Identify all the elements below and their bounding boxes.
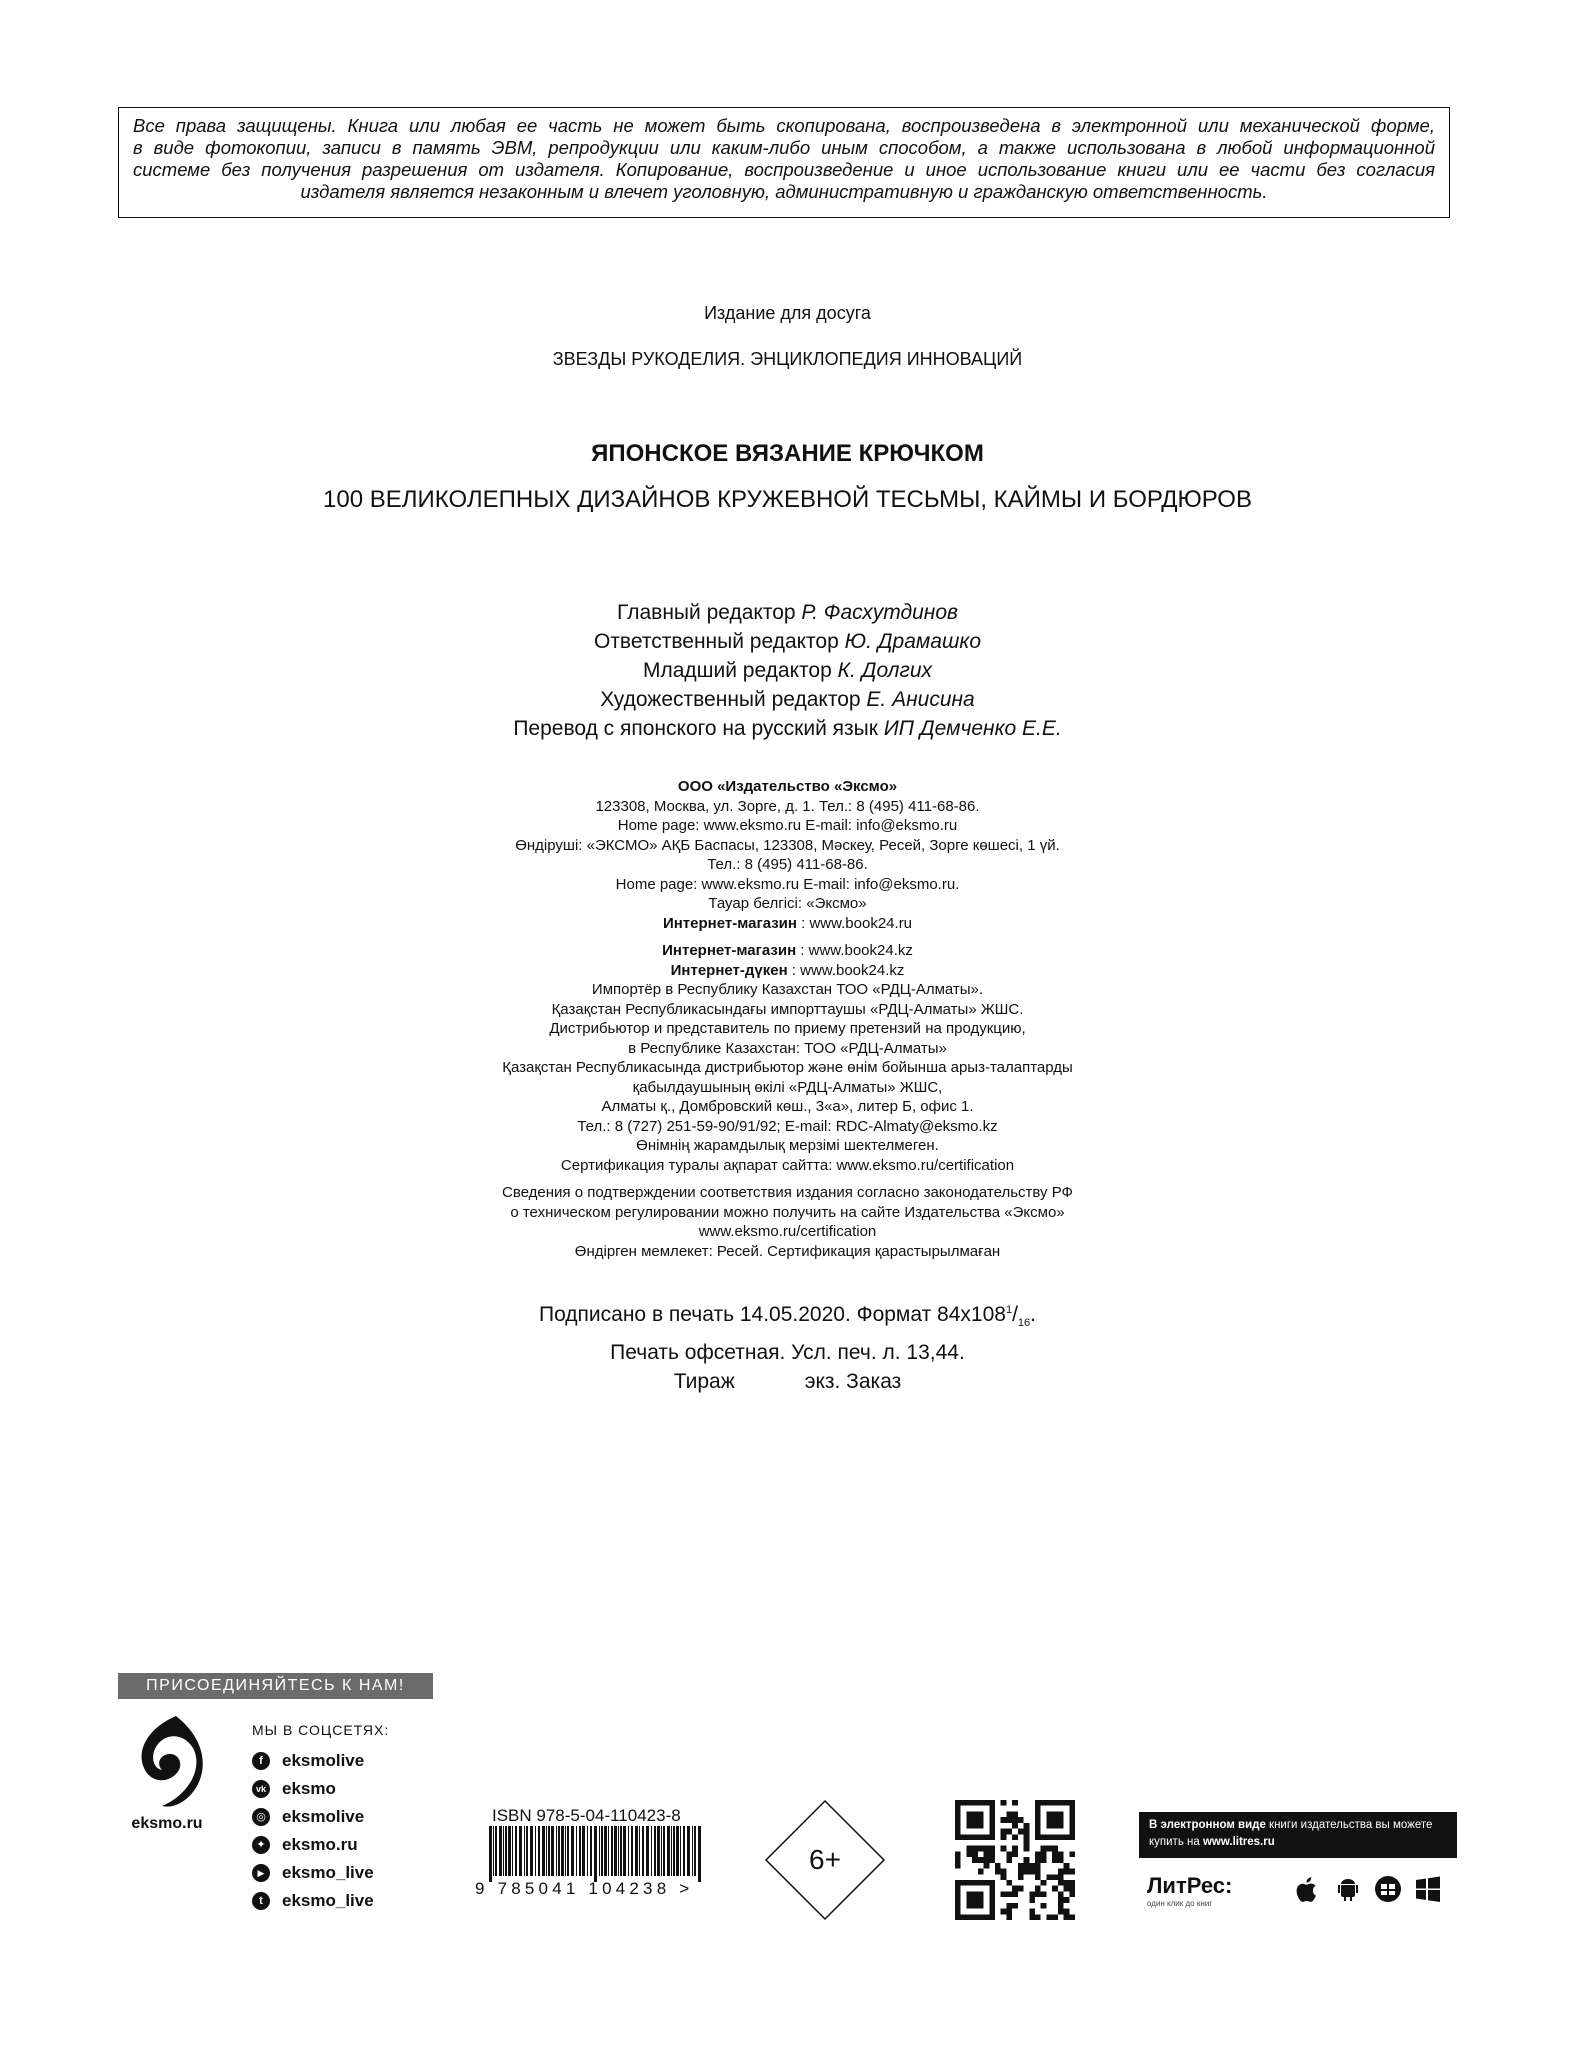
windows-icon xyxy=(1413,1874,1443,1904)
print-type-line: Печать офсетная. Усл. печ. л. 13,44. xyxy=(610,1341,965,1365)
credit-name: ИП Демченко Е.Е. xyxy=(883,717,1062,740)
imprint-line: Қазақстан Республикасындағы импорттаушы «РДЦ-Алматы» ЖШС. xyxy=(551,1000,1024,1018)
imprint-line: о техническом регулировании можно получить на сайте Издательства «Эксмо» xyxy=(510,1203,1065,1221)
online-shop-kz-kazakh: Интернет-дүкен : www.book24.kz xyxy=(670,961,905,979)
youtube-icon: ▶ xyxy=(252,1864,270,1882)
publisher-name: ООО «Издательство «Эксмо» xyxy=(677,778,898,795)
platform-icons xyxy=(1293,1874,1443,1904)
series-note: Издание для досуга xyxy=(704,303,871,323)
online-shop-ru: Интернет-магазин : www.book24.ru xyxy=(662,914,913,932)
book-subtitle: 100 ВЕЛИКОЛЕПНЫХ ДИЗАЙНОВ КРУЖЕВНОЙ ТЕСЬМЫ, КАЙМЫ И БОРДЮРОВ xyxy=(323,486,1252,513)
social-handle: eksmolive xyxy=(282,1807,365,1826)
credit-name: Р. Фасхутдинов xyxy=(801,601,958,624)
credit-line: Ответственный редактор Ю. Драмашко xyxy=(593,630,982,653)
social-heading: МЫ В СОЦСЕТЯХ: xyxy=(252,1722,390,1738)
facebook-icon: f xyxy=(252,1752,270,1770)
imprint-line: Тел.: 8 (727) 251-59-90/91/92; E-mail: RDC-Almaty@eksmo.kz xyxy=(577,1117,998,1135)
social-item-youtube[interactable] xyxy=(252,1859,374,1887)
copyright-line: Все права защищены. Книга или любая ее часть не может быть скопирована, воспроизведена в электронной или механической форме, xyxy=(133,115,1435,136)
imprint-line: 123308, Москва, ул. Зорге, д. 1. Тел.: 8 (495) 411-68-86. xyxy=(595,797,980,815)
copyright-notice xyxy=(118,107,1450,218)
social-handle: eksmo_live xyxy=(282,1891,374,1910)
vk-icon: vk xyxy=(252,1780,270,1798)
book-title: ЯПОНСКОЕ ВЯЗАНИЕ КРЮЧКОМ xyxy=(591,440,984,467)
credit-line: Художественный редактор Е. Анисина xyxy=(600,688,975,711)
imprint-line: Тел.: 8 (495) 411-68-86. xyxy=(707,856,868,873)
print-format-line: Подписано в печать 14.05.2020. Формат $84x108^1/_{16}$. xyxy=(538,1303,1036,1330)
social-item-vk[interactable] xyxy=(252,1775,374,1803)
imprint-line: Тауар белгісі: «Эксмо» xyxy=(708,895,867,912)
apple-icon xyxy=(1293,1874,1323,1904)
litres-logo: ЛитРес: xyxy=(1147,1873,1233,1898)
join-us-banner: ПРИСОЕДИНЯЙТЕСЬ К НАМ! xyxy=(118,1673,433,1699)
logo-site-link[interactable]: eksmo.ru xyxy=(131,1815,203,1832)
imprint-line: Дистрибьютор и представитель по приему претензий на продукцию, xyxy=(549,1020,1026,1037)
credit-name: К. Долгих xyxy=(837,659,933,682)
copyright-line: в виде фотокопии, записи в память ЭВМ, репродукции или каким-либо иным способом, а также использована в любой информационной xyxy=(133,137,1435,158)
social-handle: eksmo.ru xyxy=(282,1835,358,1854)
imprint-line: Импортёр в Республику Казахстан ТОО «РДЦ-Алматы». xyxy=(591,981,984,998)
imprint-line: Өнімнің жарамдылық мерзімі шектелмеген. xyxy=(636,1137,939,1154)
social-handle: eksmo_live xyxy=(282,1863,374,1882)
copyright-line: издателя является незаконным и влечет уголовную, административную и гражданскую ответственность. xyxy=(300,181,1268,202)
social-item-twitter[interactable] xyxy=(252,1887,374,1915)
isbn-label: ISBN 978-5-04-110423-8 xyxy=(492,1806,681,1825)
online-shop-kz: Интернет-магазин : www.book24.kz xyxy=(662,942,913,959)
litres-banner[interactable]: В электронном виде книги издательства вы можете купить на www.litres.ru xyxy=(1139,1812,1457,1858)
social-links xyxy=(252,1747,374,1915)
age-rating-label: 6+ xyxy=(809,1844,841,1875)
barcode-digits: 9 785041 104238 > xyxy=(475,1879,694,1898)
credit-line: Главный редактор Р. Фасхутдинов xyxy=(617,601,958,624)
series-title: ЗВЕЗДЫ РУКОДЕЛИЯ. ЭНЦИКЛОПЕДИЯ ИННОВАЦИЙ xyxy=(552,349,1023,369)
barcode-icon xyxy=(487,1826,707,1882)
copyright-line: системе без получения разрешения от издателя. Копирование, воспроизведение и иное использование книги или ее части без согласия xyxy=(133,159,1435,180)
litres-tagline: один клик до книг xyxy=(1147,1899,1213,1908)
imprint-line: Өндіруші: «ЭКСМО» АҚБ Баспасы, 123308, Мәскеу, Ресей, Зорге көшесі, 1 үй. xyxy=(515,836,1060,854)
credit-line: Младший редактор К. Долгих xyxy=(642,659,933,682)
imprint-line: Қазақстан Республикасында дистрибьютор және өнім бойынша арыз-талаптарды xyxy=(502,1059,1073,1076)
social-item-odnoklassniki[interactable] xyxy=(252,1831,374,1859)
imprint-line: www.eksmo.ru/certification xyxy=(698,1223,877,1240)
imprint-line: Home page: www.eksmo.ru E-mail: info@eksmo.ru xyxy=(617,817,958,834)
social-handle: eksmolive xyxy=(282,1751,365,1770)
instagram-icon: ◎ xyxy=(252,1808,270,1826)
imprint-line: Алматы қ., Домбровский көш., 3«а», литер Б, офис 1. xyxy=(601,1098,974,1115)
editorial-credits xyxy=(0,598,1575,743)
print-run-line: Тираж экз. Заказ xyxy=(673,1370,902,1394)
print-details xyxy=(0,1296,1575,1396)
imprint-line: в Республике Казахстан: ТОО «РДЦ-Алматы» xyxy=(628,1039,947,1057)
social-item-facebook[interactable] xyxy=(252,1747,374,1775)
odnoklassniki-icon: ✦ xyxy=(252,1836,270,1854)
social-item-instagram[interactable] xyxy=(252,1803,374,1831)
twitter-icon: t xyxy=(252,1892,270,1910)
android-icon xyxy=(1333,1874,1363,1904)
qr-code-icon xyxy=(955,1800,1075,1920)
credit-line: Перевод с японского на русский язык ИП Демченко Е.Е. xyxy=(513,717,1062,740)
social-handle: eksmo xyxy=(282,1779,336,1798)
imprint-line: Өндірген мемлекет: Ресей. Сертификация қарастырылмаған xyxy=(574,1242,1001,1260)
publisher-imprint xyxy=(0,777,1575,1261)
eksmo-logo-icon xyxy=(128,1710,208,1820)
credit-name: Е. Анисина xyxy=(866,688,975,711)
imprint-line: Home page: www.eksmo.ru E-mail: info@eksmo.ru. xyxy=(615,875,960,893)
windows-phone-icon xyxy=(1373,1874,1403,1904)
imprint-line: Сертификация туралы ақпарат сайтта: www.eksmo.ru/certification xyxy=(560,1156,1015,1174)
imprint-line: Сведения о подтверждении соответствия издания согласно законодательству РФ xyxy=(502,1184,1073,1201)
credit-name: Ю. Драмашко xyxy=(844,630,982,653)
imprint-line: қабылдаушының өкілі «РДЦ-Алматы» ЖШС, xyxy=(632,1078,943,1096)
